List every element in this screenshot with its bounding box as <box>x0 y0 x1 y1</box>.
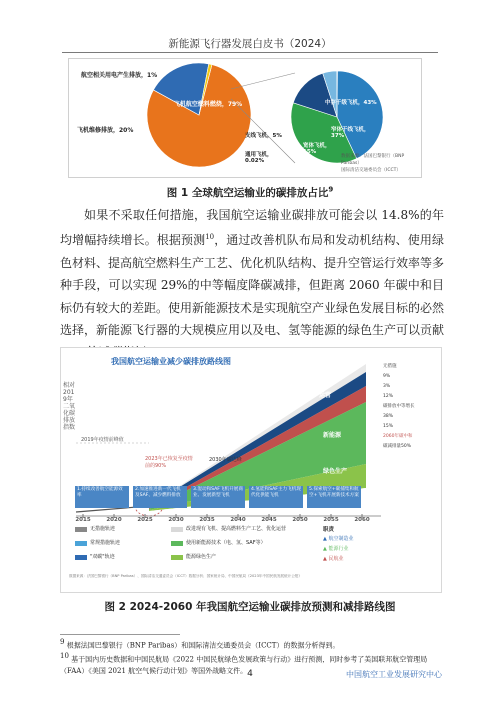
legend-label-improve: 改进现有飞机、提高燃料生产工艺、优化运营 <box>186 526 287 532</box>
tag-energy: ▲ 能源行业 <box>323 546 349 552</box>
x-tick-label: 2050 <box>292 517 308 523</box>
legend-label-green-production: 能源绿色生产 <box>186 554 217 560</box>
left-pie-label-electric: 航空相关用电产生排放，1% <box>81 72 158 79</box>
publisher-name: 中国航空工业发展研究中心 <box>346 670 442 679</box>
tag-aviation-text: 民航业 <box>328 556 344 562</box>
figure2-ylabel: 相对2019年二氧化碳排放指数 <box>63 382 76 431</box>
figure1 <box>68 58 422 178</box>
x-tick-label: 2040 <box>230 517 246 523</box>
footnote-rule <box>60 634 180 635</box>
legend-label-no-action: 无措施轨迹 <box>90 526 116 532</box>
right-label: 12% <box>383 394 394 399</box>
figure1-source: 数据来源：法国巴黎银行（BNP Paribas） 国际清洁交通委员会（ICCT） <box>341 154 405 173</box>
right-label: 38% <box>383 414 394 419</box>
stage-boxes <box>75 486 375 508</box>
right-label: 碳排放中等增长 <box>383 404 415 409</box>
legend-label-new-energy: 使用新能源技术（电、氢、SAF等） <box>186 540 266 546</box>
x-tick-labels <box>61 517 441 525</box>
legend-swatch-conventional <box>75 541 87 546</box>
x-tick-label: 2025 <box>137 517 153 523</box>
stage-box: 5.探索航空+碳捕集和航空+飞机开展新技术方案 <box>307 486 361 508</box>
x-tick-label: 2015 <box>75 517 91 523</box>
figure2-source: 数据来源：法国巴黎银行（BNP Paribas）、国际清洁交通委员会（ICCT）数据分析；国家统计局、中国民航局《2023年中国民航发展统计公报》 <box>69 574 302 578</box>
right-pie-label-widebody: 宽体飞机，15% <box>303 143 331 155</box>
stage-box: 1.持续改善航空能源效率 <box>75 486 129 508</box>
right-pie-label-regional: 支线飞机，5% <box>245 133 282 139</box>
right-label: 2060年碳中和 <box>383 434 413 439</box>
x-tick-label: 2020 <box>106 517 122 523</box>
legend-swatch-new-energy <box>171 541 183 546</box>
legend-swatch-improve <box>171 527 183 532</box>
figure1-caption <box>0 185 500 200</box>
footnote-10-text: 基于国内历史数据和中国民航局《2022 中国民航绿色发展政策与行动》进行预测，同时参考了美国联邦航空管理局（FAA）《美国 2021 航空气候行动计划》等国外战略文件。 <box>60 655 428 675</box>
annotation-2019-peak: 2019年疫情前峰值 <box>81 437 124 443</box>
running-header: 新能源飞行器发展白皮书（2024） <box>168 38 332 50</box>
footnote-9-text: 根据法国巴黎银行（BNP Paribas）和国际清洁交通委员会（ICCT）的数据分析得到。 <box>66 641 340 650</box>
tag-energy-text: 能源行业 <box>328 546 349 552</box>
band-label-green-production: 绿色生产 <box>323 468 348 475</box>
right-label: 碳减排量50% <box>383 444 412 449</box>
legend-swatch-dual-carbon <box>75 555 87 560</box>
legend-label-conventional: 常规措施轨迹 <box>90 540 121 546</box>
right-pie-label-narrowbody: 窄体干线飞机，37% <box>331 127 370 139</box>
tag-title: 职责 <box>323 527 335 533</box>
footnote-9 <box>60 637 444 651</box>
legend-swatch-green-production <box>171 555 183 560</box>
left-pie-label-fuel: 飞机航空燃料燃烧，79% <box>173 101 243 108</box>
paragraph-text-a: 如果不采取任何措施，我国航空运输业碳排放可能会以 14.8%的年均增幅持续增长。根据预测 <box>60 208 444 248</box>
figure2 <box>60 347 442 593</box>
paragraph-text-b: ，通过改善机队布局和发动机结构、使用绿色材料、提高航空燃料生产工艺、优化机队结构、提升空管运行效率等多种手段，可以实现 29%的中等幅度降碳减排，但距离 2060 年碳中和目标仍有较大的差距。使用新能源技术是实现航空产业绿色发展目标的必然选择，新能源飞行器的大规模应用以及电、氢等能源的绿色生产可以贡献 <box>60 233 445 338</box>
figure2-title: 我国航空运输业减少碳排放路线图 <box>111 357 231 366</box>
band-label-new-energy: 新能源 <box>323 432 342 439</box>
footnote-10-num: 10 <box>60 652 69 661</box>
legend-label-dual-carbon: "双碳"轨迹 <box>90 554 115 560</box>
tag-manufacturing-text: 航空制造业 <box>328 536 354 542</box>
x-tick-label: 2035 <box>199 517 215 523</box>
x-tick-label: 2055 <box>323 517 339 523</box>
right-label: 无措施 <box>383 364 397 369</box>
figure1-caption-text: 图 1 全球航空运输业的碳排放占比 <box>166 187 329 199</box>
right-labels <box>383 362 439 452</box>
stage-box: 2.加速推进新一代飞机及SAF、减少燃料排放 <box>133 486 187 508</box>
legend-swatch-no-action <box>75 527 87 532</box>
annotation-2023-recovery: 2023年已恢复至疫情前的90% <box>145 456 193 469</box>
left-pie-label-maintenance: 飞机维修排放，20% <box>77 127 134 134</box>
figure2-caption: 图 2 2024-2060 年我国航空运输业碳排放预测和减排路线图 <box>104 601 396 613</box>
paragraph-footnote-ref: 10 <box>205 233 215 242</box>
x-tick-label: 2030 <box>168 517 184 523</box>
left-pie <box>147 63 251 167</box>
footnote-9-num: 9 <box>60 638 65 646</box>
band-label-operations: 运营 <box>319 392 332 399</box>
right-label: 9% <box>383 374 391 379</box>
right-pie-label-midsize: 中存千级飞机，43% <box>325 100 377 106</box>
header-rule <box>62 52 438 53</box>
stage-box: 4.氢能和SAF主力飞机现代化供能飞机 <box>249 486 303 508</box>
band-label-technology: 技术 <box>319 376 332 383</box>
stage-box: 3.混动和SAF飞机开展商业、发展新型飞机 <box>191 486 245 508</box>
x-tick-label: 2060 <box>354 517 370 523</box>
page-number: 4 <box>247 669 253 679</box>
right-label: 3% <box>383 384 391 389</box>
connector-line-top <box>231 73 295 89</box>
x-tick-label: 2045 <box>261 517 277 523</box>
tag-manufacturing: ▲ 航空制造业 <box>323 536 354 542</box>
right-label: 15% <box>383 424 394 429</box>
annotation-2030-peak: 2030年碳达峰 <box>209 457 242 463</box>
tag-aviation: ▲ 民航业 <box>323 556 344 562</box>
body-paragraph <box>60 204 444 364</box>
figure1-caption-footnote-ref: 9 <box>328 185 334 194</box>
right-pie-label-general: 通用飞机，0.02% <box>245 152 273 164</box>
